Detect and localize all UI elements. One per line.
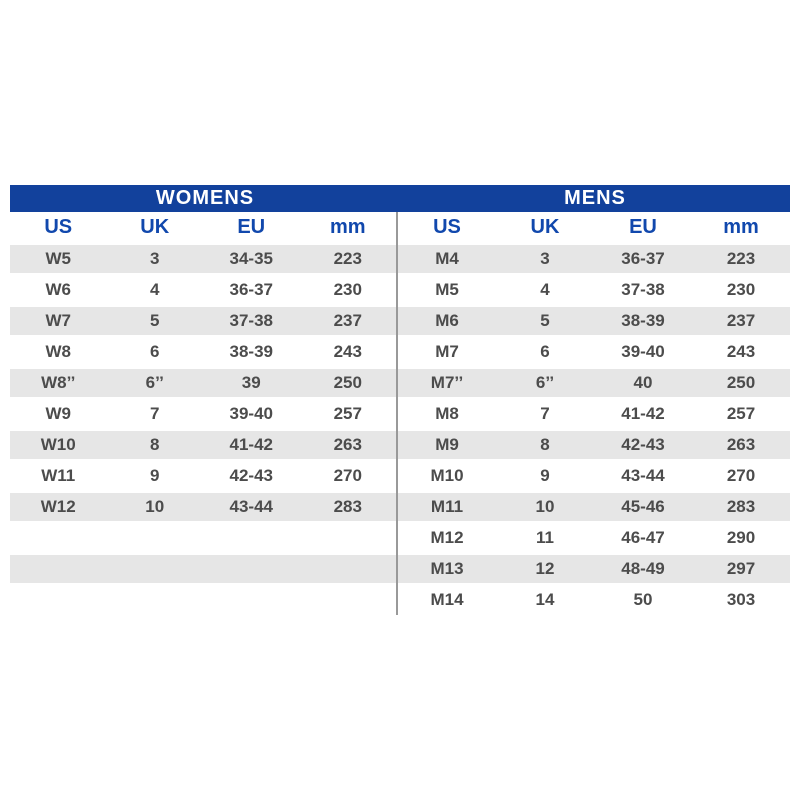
column-header-us: US [433,216,461,238]
table-cell: 39-40 [229,403,273,423]
table-cell: 9 [150,465,160,485]
table-cell: 6 [150,341,160,361]
womens-section-title: WOMENS [155,187,255,209]
table-cell: M14 [430,589,464,609]
table-cell: 37-38 [621,279,665,299]
table-row [398,522,790,553]
table-row [398,429,790,460]
table-cell: 270 [726,465,756,485]
column-header-eu: EU [237,216,266,238]
table-row [398,367,790,398]
mens-column-header-row [398,212,790,243]
table-cell: M13 [430,558,464,578]
table-cell: M11 [430,496,464,516]
table-cell: M5 [435,279,459,299]
table-rows [10,243,396,584]
table-cell: M10 [430,465,464,485]
table-cell: M12 [430,527,464,547]
table-row [10,491,396,522]
column-header-mm: mm [723,216,759,238]
table-row [398,336,790,367]
table-cell: 243 [333,341,362,361]
tables-container [10,212,790,615]
table-cell: 283 [726,496,756,516]
table-cell: 263 [333,434,362,454]
womens-column-header-row [10,212,396,243]
mens-table [398,212,790,615]
table-cell: 223 [333,248,362,268]
table-cell: 40 [633,372,653,392]
table-cell: 283 [333,496,362,516]
table-row [398,243,790,274]
table-cell: 5 [150,310,160,330]
table-cell: 38-39 [229,341,273,361]
table-cell: M4 [435,248,459,268]
table-cell: 5 [540,310,550,330]
table-cell: 250 [333,372,362,392]
table-cell: 34-35 [229,248,273,268]
size-chart [10,185,790,615]
table-cell: W5 [45,248,71,268]
table-cell: 6’’ [145,372,164,392]
table-cell: 39 [241,372,261,392]
table-cell: W9 [45,403,71,423]
table-cell: 36-37 [229,279,273,299]
chart-title-bar [10,185,790,212]
mens-section-title: MENS [564,187,626,209]
table-cell: 243 [726,341,756,361]
table-row [398,553,790,584]
table-cell: 6 [540,341,550,361]
table-cell: 4 [540,279,550,299]
column-header-mm: mm [329,216,366,238]
table-row [398,274,790,305]
table-cell: 48-49 [621,558,665,578]
table-cell: 263 [726,434,756,454]
table-cell: 14 [535,589,555,609]
table-row [10,522,396,553]
table-cell: 230 [333,279,362,299]
table-cell: 38-39 [621,310,665,330]
table-cell: 50 [633,589,653,609]
table-cell: 37-38 [229,310,273,330]
column-header-uk: UK [530,216,560,238]
table-cell: 290 [726,527,756,547]
table-cell: 237 [333,310,362,330]
table-row [398,398,790,429]
table-cell: 4 [150,279,160,299]
table-cell: 42-43 [621,434,665,454]
table-cell: W11 [41,465,76,485]
table-cell: W6 [45,279,71,299]
table-cell: 8 [150,434,160,454]
table-cell: M8 [435,403,459,423]
vertical-divider [396,212,398,615]
table-cell: 7 [540,403,550,423]
column-header-eu: EU [629,216,657,238]
table-cell: M9 [435,434,459,454]
table-cell: 223 [726,248,756,268]
table-cell: 303 [726,589,756,609]
table-row [398,305,790,336]
table-cell: 41-42 [229,434,273,454]
table-cell: W10 [40,434,76,454]
table-row [10,367,396,398]
table-cell: 43-44 [229,496,273,516]
table-cell: 297 [726,558,756,578]
table-cell: 230 [726,279,756,299]
table-cell: W8 [45,341,71,361]
table-cell: 10 [535,496,555,516]
table-row [398,460,790,491]
table-cell: 6’’ [535,372,555,392]
table-cell: 36-37 [621,248,665,268]
table-row [10,243,396,274]
table-cell: W8’’ [41,372,76,392]
table-cell: W7 [45,310,71,330]
table-cell: 3 [540,248,550,268]
table-row [398,491,790,522]
table-cell: 237 [726,310,756,330]
table-cell: M7 [435,341,459,361]
table-cell: 3 [150,248,160,268]
table-cell: 11 [536,527,554,547]
table-cell: 46-47 [621,527,665,547]
table-cell: 45-46 [621,496,665,516]
table-cell: 42-43 [229,465,273,485]
table-cell: 12 [535,558,555,578]
table-rows [398,243,790,615]
table-cell: 10 [145,496,165,516]
table-row [10,305,396,336]
table-row [10,398,396,429]
table-cell: 7 [150,403,160,423]
table-cell: W12 [40,496,76,516]
table-row [10,336,396,367]
column-header-us: US [44,216,73,238]
table-cell: M6 [435,310,459,330]
table-cell: 250 [726,372,756,392]
table-cell: 8 [540,434,550,454]
table-cell: 257 [726,403,756,423]
table-cell: 270 [333,465,362,485]
table-row [398,584,790,615]
table-cell: 41-42 [621,403,665,423]
table-row [10,553,396,584]
table-row [10,429,396,460]
table-cell: 43-44 [621,465,665,485]
table-row [10,274,396,305]
table-cell: 9 [540,465,550,485]
table-cell: M7’’ [430,372,464,392]
column-header-uk: UK [140,216,170,238]
table-row [10,460,396,491]
womens-table [10,212,396,615]
table-cell: 257 [333,403,362,423]
table-cell: 39-40 [621,341,665,361]
